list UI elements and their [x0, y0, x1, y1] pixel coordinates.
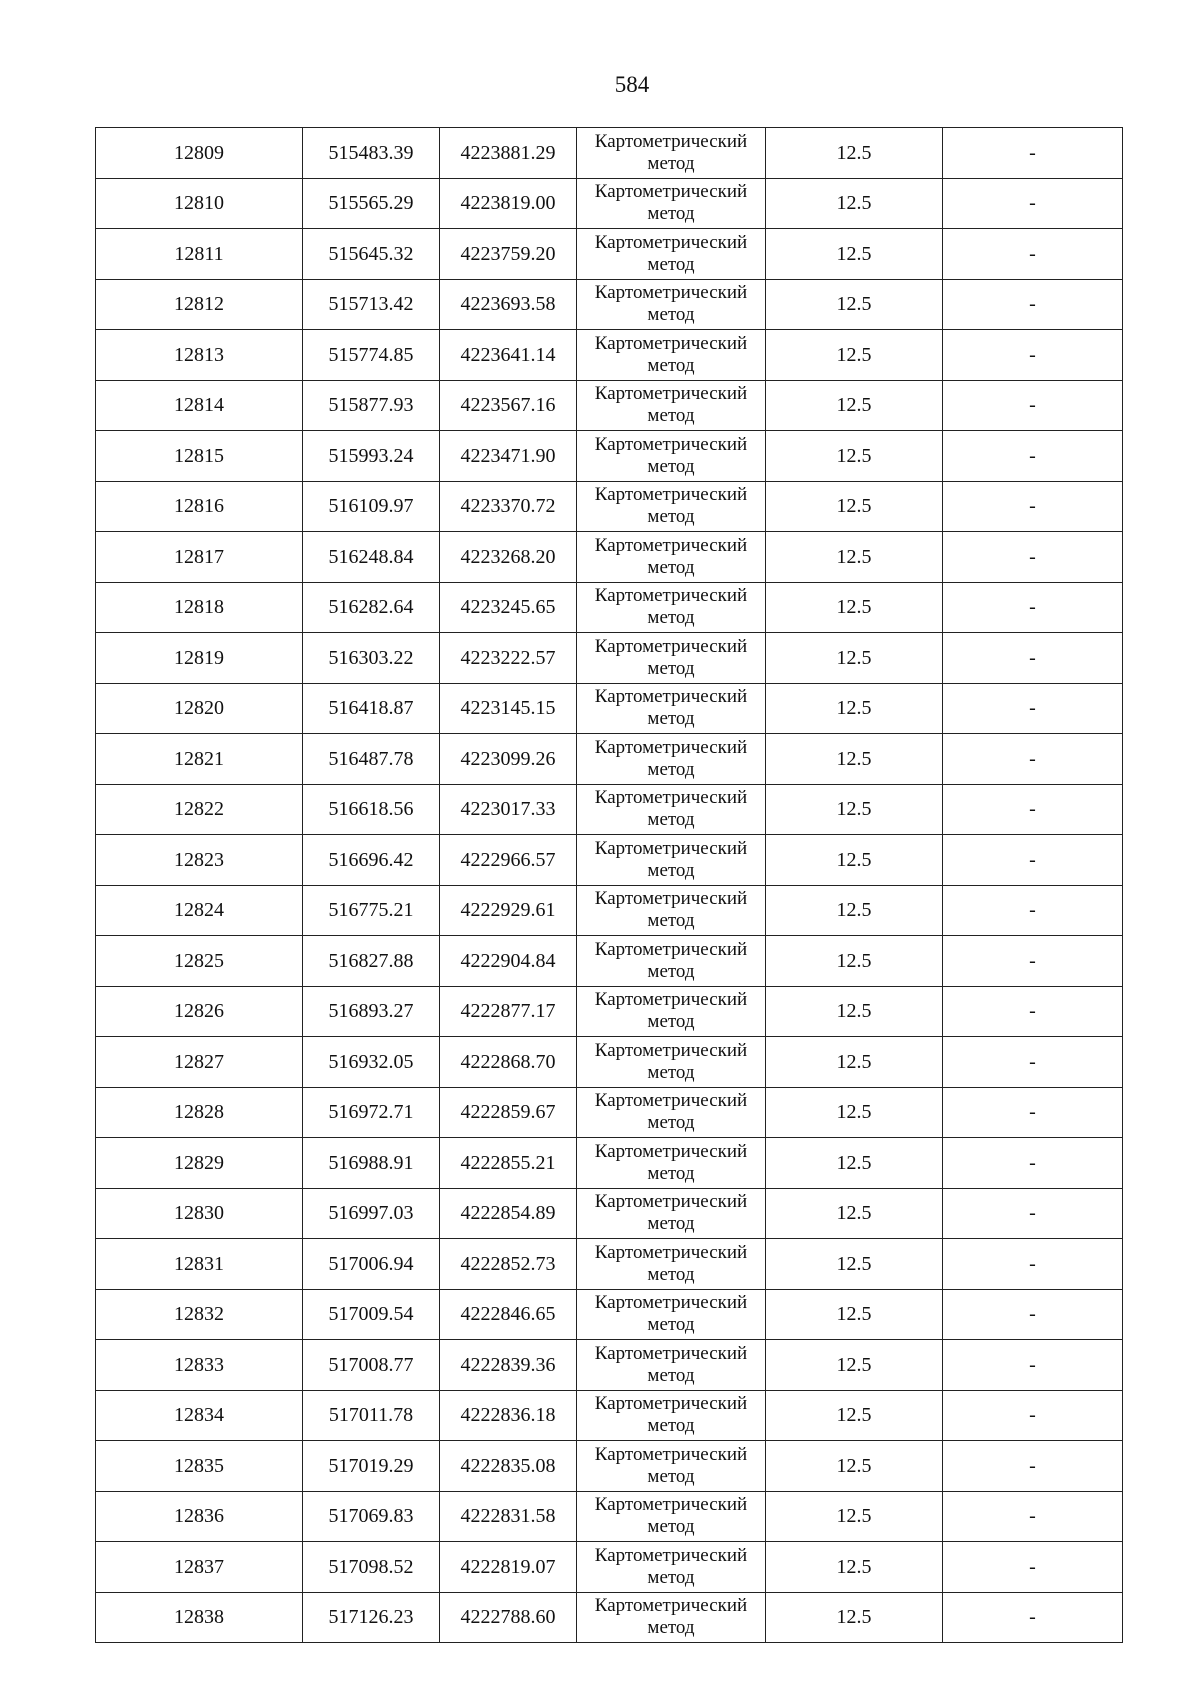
method-line-1: Картометрический: [594, 736, 748, 758]
note-cell: -: [943, 380, 1123, 431]
point-number-cell: 12831: [96, 1239, 303, 1290]
x-coordinate-cell: 516775.21: [303, 885, 440, 936]
method-line-1: Картометрический: [594, 787, 748, 809]
method-cell: [577, 1340, 766, 1391]
accuracy-cell: 12.5: [766, 1239, 943, 1290]
x-coordinate-cell: 516696.42: [303, 835, 440, 886]
method-line-1: Картометрический: [594, 1494, 748, 1516]
y-coordinate-cell: 4222929.61: [440, 885, 577, 936]
table-row: [96, 633, 1123, 684]
table-row: [96, 481, 1123, 532]
x-coordinate-cell: 517069.83: [303, 1491, 440, 1542]
point-number-cell: 12822: [96, 784, 303, 835]
accuracy-cell: 12.5: [766, 734, 943, 785]
method-cell: [577, 1441, 766, 1492]
method-line-2: метод: [647, 708, 695, 730]
method-line-1: Картометрический: [594, 1140, 748, 1162]
note-cell: -: [943, 683, 1123, 734]
method-cell: [577, 279, 766, 330]
method-line-1: Картометрический: [594, 938, 748, 960]
x-coordinate-cell: 516487.78: [303, 734, 440, 785]
method-cell: [577, 1491, 766, 1542]
method-line-2: метод: [647, 556, 695, 578]
accuracy-cell: 12.5: [766, 330, 943, 381]
x-coordinate-cell: 517006.94: [303, 1239, 440, 1290]
note-cell: -: [943, 1239, 1123, 1290]
x-coordinate-cell: 517008.77: [303, 1340, 440, 1391]
x-coordinate-cell: 516988.91: [303, 1138, 440, 1189]
y-coordinate-cell: 4222839.36: [440, 1340, 577, 1391]
table-row: [96, 835, 1123, 886]
method-cell: [577, 330, 766, 381]
note-cell: -: [943, 1592, 1123, 1643]
method-line-2: метод: [647, 1465, 695, 1487]
x-coordinate-cell: 517098.52: [303, 1542, 440, 1593]
method-line-1: Картометрический: [594, 1393, 748, 1415]
note-cell: -: [943, 1441, 1123, 1492]
method-cell: [577, 582, 766, 633]
table-row: [96, 784, 1123, 835]
point-number-cell: 12832: [96, 1289, 303, 1340]
point-number-cell: 12813: [96, 330, 303, 381]
note-cell: -: [943, 1289, 1123, 1340]
point-number-cell: 12812: [96, 279, 303, 330]
method-line-1: Картометрический: [594, 130, 748, 152]
x-coordinate-cell: 515565.29: [303, 178, 440, 229]
point-number-cell: 12820: [96, 683, 303, 734]
point-number-cell: 12811: [96, 229, 303, 280]
y-coordinate-cell: 4222846.65: [440, 1289, 577, 1340]
y-coordinate-cell: 4223370.72: [440, 481, 577, 532]
method-line-1: Картометрический: [594, 433, 748, 455]
method-cell: [577, 1037, 766, 1088]
table-row: [96, 1138, 1123, 1189]
method-line-2: метод: [647, 253, 695, 275]
method-line-2: метод: [647, 809, 695, 831]
y-coordinate-cell: 4223017.33: [440, 784, 577, 835]
y-coordinate-cell: 4223245.65: [440, 582, 577, 633]
accuracy-cell: 12.5: [766, 683, 943, 734]
method-cell: [577, 178, 766, 229]
table-row: [96, 1542, 1123, 1593]
x-coordinate-cell: 516997.03: [303, 1188, 440, 1239]
point-number-cell: 12836: [96, 1491, 303, 1542]
x-coordinate-cell: 517126.23: [303, 1592, 440, 1643]
x-coordinate-cell: 515483.39: [303, 128, 440, 179]
method-line-2: метод: [647, 960, 695, 982]
y-coordinate-cell: 4222835.08: [440, 1441, 577, 1492]
x-coordinate-cell: 515713.42: [303, 279, 440, 330]
method-cell: [577, 1390, 766, 1441]
table-row: [96, 1441, 1123, 1492]
table-row: [96, 582, 1123, 633]
note-cell: -: [943, 431, 1123, 482]
method-line-2: метод: [647, 1364, 695, 1386]
method-line-1: Картометрический: [594, 181, 748, 203]
x-coordinate-cell: 516827.88: [303, 936, 440, 987]
method-line-1: Картометрический: [594, 1090, 748, 1112]
table-row: [96, 380, 1123, 431]
x-coordinate-cell: 516109.97: [303, 481, 440, 532]
note-cell: -: [943, 1138, 1123, 1189]
accuracy-cell: 12.5: [766, 532, 943, 583]
page-number: 584: [614, 72, 650, 97]
method-line-1: Картометрический: [594, 888, 748, 910]
note-cell: -: [943, 330, 1123, 381]
table-body: [96, 128, 1123, 1643]
table-row: [96, 885, 1123, 936]
note-cell: -: [943, 229, 1123, 280]
point-number-cell: 12827: [96, 1037, 303, 1088]
note-cell: -: [943, 128, 1123, 179]
table-row: [96, 1037, 1123, 1088]
method-cell: [577, 229, 766, 280]
y-coordinate-cell: 4223759.20: [440, 229, 577, 280]
accuracy-cell: 12.5: [766, 1491, 943, 1542]
x-coordinate-cell: 516303.22: [303, 633, 440, 684]
x-coordinate-cell: 516618.56: [303, 784, 440, 835]
method-line-2: метод: [647, 304, 695, 326]
accuracy-cell: 12.5: [766, 1340, 943, 1391]
x-coordinate-cell: 516248.84: [303, 532, 440, 583]
y-coordinate-cell: 4222819.07: [440, 1542, 577, 1593]
x-coordinate-cell: 515993.24: [303, 431, 440, 482]
accuracy-cell: 12.5: [766, 633, 943, 684]
point-number-cell: 12824: [96, 885, 303, 936]
table-row: [96, 986, 1123, 1037]
method-cell: [577, 481, 766, 532]
accuracy-cell: 12.5: [766, 128, 943, 179]
note-cell: -: [943, 1340, 1123, 1391]
method-line-2: метод: [647, 1011, 695, 1033]
method-line-2: метод: [647, 657, 695, 679]
point-number-cell: 12809: [96, 128, 303, 179]
method-line-1: Картометрический: [594, 282, 748, 304]
x-coordinate-cell: 515645.32: [303, 229, 440, 280]
point-number-cell: 12825: [96, 936, 303, 987]
method-cell: [577, 835, 766, 886]
y-coordinate-cell: 4223819.00: [440, 178, 577, 229]
accuracy-cell: 12.5: [766, 582, 943, 633]
table-row: [96, 330, 1123, 381]
method-cell: [577, 1239, 766, 1290]
method-cell: [577, 633, 766, 684]
table-row: [96, 1087, 1123, 1138]
method-line-2: метод: [647, 405, 695, 427]
method-cell: [577, 784, 766, 835]
accuracy-cell: 12.5: [766, 1390, 943, 1441]
accuracy-cell: 12.5: [766, 1087, 943, 1138]
method-cell: [577, 734, 766, 785]
y-coordinate-cell: 4222836.18: [440, 1390, 577, 1441]
x-coordinate-cell: 516282.64: [303, 582, 440, 633]
method-line-2: метод: [647, 203, 695, 225]
x-coordinate-cell: 516893.27: [303, 986, 440, 1037]
method-line-2: метод: [647, 1263, 695, 1285]
method-line-2: метод: [647, 1112, 695, 1134]
x-coordinate-cell: 515774.85: [303, 330, 440, 381]
method-cell: [577, 380, 766, 431]
method-line-1: Картометрический: [594, 686, 748, 708]
method-line-2: метод: [647, 1617, 695, 1639]
accuracy-cell: 12.5: [766, 380, 943, 431]
method-line-1: Картометрический: [594, 989, 748, 1011]
table-row: [96, 1289, 1123, 1340]
y-coordinate-cell: 4222877.17: [440, 986, 577, 1037]
table-row: [96, 734, 1123, 785]
method-line-1: Картометрический: [594, 231, 748, 253]
method-cell: [577, 885, 766, 936]
y-coordinate-cell: 4223567.16: [440, 380, 577, 431]
method-line-2: метод: [647, 910, 695, 932]
method-cell: [577, 1592, 766, 1643]
x-coordinate-cell: 515877.93: [303, 380, 440, 431]
y-coordinate-cell: 4222855.21: [440, 1138, 577, 1189]
y-coordinate-cell: 4223268.20: [440, 532, 577, 583]
method-line-2: метод: [647, 758, 695, 780]
table-row: [96, 1239, 1123, 1290]
accuracy-cell: 12.5: [766, 1037, 943, 1088]
method-line-1: Картометрический: [594, 484, 748, 506]
point-number-cell: 12810: [96, 178, 303, 229]
point-number-cell: 12830: [96, 1188, 303, 1239]
method-cell: [577, 936, 766, 987]
note-cell: -: [943, 1390, 1123, 1441]
method-line-2: метод: [647, 1213, 695, 1235]
table-row: [96, 532, 1123, 583]
method-line-1: Картометрический: [594, 1443, 748, 1465]
table-row: [96, 279, 1123, 330]
x-coordinate-cell: 517011.78: [303, 1390, 440, 1441]
x-coordinate-cell: 517019.29: [303, 1441, 440, 1492]
accuracy-cell: 12.5: [766, 481, 943, 532]
accuracy-cell: 12.5: [766, 784, 943, 835]
method-line-1: Картометрический: [594, 1595, 748, 1617]
note-cell: -: [943, 986, 1123, 1037]
table-row: [96, 1188, 1123, 1239]
method-line-2: метод: [647, 152, 695, 174]
method-cell: [577, 1087, 766, 1138]
method-line-1: Картометрический: [594, 1292, 748, 1314]
method-line-2: метод: [647, 1162, 695, 1184]
method-cell: [577, 1289, 766, 1340]
point-number-cell: 12829: [96, 1138, 303, 1189]
method-line-1: Картометрический: [594, 837, 748, 859]
method-line-2: метод: [647, 506, 695, 528]
method-line-1: Картометрический: [594, 1039, 748, 1061]
note-cell: -: [943, 936, 1123, 987]
method-cell: [577, 986, 766, 1037]
note-cell: -: [943, 633, 1123, 684]
note-cell: -: [943, 734, 1123, 785]
y-coordinate-cell: 4222852.73: [440, 1239, 577, 1290]
note-cell: -: [943, 1087, 1123, 1138]
y-coordinate-cell: 4223145.15: [440, 683, 577, 734]
method-cell: [577, 1542, 766, 1593]
point-number-cell: 12823: [96, 835, 303, 886]
method-cell: [577, 128, 766, 179]
method-line-2: метод: [647, 1566, 695, 1588]
accuracy-cell: 12.5: [766, 431, 943, 482]
table-row: [96, 128, 1123, 179]
table-row: [96, 178, 1123, 229]
method-line-2: метод: [647, 607, 695, 629]
y-coordinate-cell: 4222859.67: [440, 1087, 577, 1138]
point-number-cell: 12818: [96, 582, 303, 633]
method-line-1: Картометрический: [594, 383, 748, 405]
note-cell: -: [943, 835, 1123, 886]
y-coordinate-cell: 4223099.26: [440, 734, 577, 785]
accuracy-cell: 12.5: [766, 1441, 943, 1492]
method-cell: [577, 1138, 766, 1189]
y-coordinate-cell: 4223881.29: [440, 128, 577, 179]
accuracy-cell: 12.5: [766, 835, 943, 886]
y-coordinate-cell: 4223471.90: [440, 431, 577, 482]
table-row: [96, 936, 1123, 987]
y-coordinate-cell: 4222788.60: [440, 1592, 577, 1643]
coordinates-table: [95, 127, 1123, 1643]
point-number-cell: 12838: [96, 1592, 303, 1643]
x-coordinate-cell: 516932.05: [303, 1037, 440, 1088]
point-number-cell: 12837: [96, 1542, 303, 1593]
y-coordinate-cell: 4223693.58: [440, 279, 577, 330]
note-cell: -: [943, 582, 1123, 633]
y-coordinate-cell: 4222831.58: [440, 1491, 577, 1542]
method-line-1: Картометрический: [594, 1544, 748, 1566]
accuracy-cell: 12.5: [766, 229, 943, 280]
point-number-cell: 12833: [96, 1340, 303, 1391]
method-cell: [577, 532, 766, 583]
method-line-1: Картометрический: [594, 1342, 748, 1364]
accuracy-cell: 12.5: [766, 178, 943, 229]
note-cell: -: [943, 481, 1123, 532]
method-line-1: Картометрический: [594, 585, 748, 607]
point-number-cell: 12814: [96, 380, 303, 431]
method-line-1: Картометрический: [594, 1191, 748, 1213]
table-row: [96, 1390, 1123, 1441]
table-row: [96, 229, 1123, 280]
method-line-2: метод: [647, 1516, 695, 1538]
method-line-1: Картометрический: [594, 635, 748, 657]
table-row: [96, 431, 1123, 482]
table-row: [96, 1491, 1123, 1542]
point-number-cell: 12816: [96, 481, 303, 532]
x-coordinate-cell: 516418.87: [303, 683, 440, 734]
table-row: [96, 683, 1123, 734]
point-number-cell: 12834: [96, 1390, 303, 1441]
table-row: [96, 1592, 1123, 1643]
accuracy-cell: 12.5: [766, 279, 943, 330]
method-line-1: Картометрический: [594, 332, 748, 354]
note-cell: -: [943, 178, 1123, 229]
y-coordinate-cell: 4223641.14: [440, 330, 577, 381]
accuracy-cell: 12.5: [766, 1138, 943, 1189]
accuracy-cell: 12.5: [766, 936, 943, 987]
note-cell: -: [943, 1188, 1123, 1239]
y-coordinate-cell: 4222868.70: [440, 1037, 577, 1088]
x-coordinate-cell: 517009.54: [303, 1289, 440, 1340]
point-number-cell: 12828: [96, 1087, 303, 1138]
note-cell: -: [943, 532, 1123, 583]
y-coordinate-cell: 4223222.57: [440, 633, 577, 684]
method-line-2: метод: [647, 1061, 695, 1083]
method-cell: [577, 683, 766, 734]
method-line-1: Картометрический: [594, 1241, 748, 1263]
accuracy-cell: 12.5: [766, 1542, 943, 1593]
note-cell: -: [943, 279, 1123, 330]
note-cell: -: [943, 885, 1123, 936]
accuracy-cell: 12.5: [766, 885, 943, 936]
method-line-2: метод: [647, 354, 695, 376]
method-line-2: метод: [647, 1415, 695, 1437]
point-number-cell: 12835: [96, 1441, 303, 1492]
point-number-cell: 12819: [96, 633, 303, 684]
point-number-cell: 12821: [96, 734, 303, 785]
y-coordinate-cell: 4222966.57: [440, 835, 577, 886]
point-number-cell: 12817: [96, 532, 303, 583]
accuracy-cell: 12.5: [766, 986, 943, 1037]
method-line-2: метод: [647, 1314, 695, 1336]
method-line-2: метод: [647, 455, 695, 477]
note-cell: -: [943, 1491, 1123, 1542]
accuracy-cell: 12.5: [766, 1592, 943, 1643]
accuracy-cell: 12.5: [766, 1289, 943, 1340]
method-cell: [577, 1188, 766, 1239]
y-coordinate-cell: 4222904.84: [440, 936, 577, 987]
note-cell: -: [943, 1037, 1123, 1088]
note-cell: -: [943, 784, 1123, 835]
method-line-2: метод: [647, 859, 695, 881]
y-coordinate-cell: 4222854.89: [440, 1188, 577, 1239]
method-cell: [577, 431, 766, 482]
accuracy-cell: 12.5: [766, 1188, 943, 1239]
method-line-1: Картометрический: [594, 534, 748, 556]
point-number-cell: 12826: [96, 986, 303, 1037]
table-row: [96, 1340, 1123, 1391]
point-number-cell: 12815: [96, 431, 303, 482]
note-cell: -: [943, 1542, 1123, 1593]
x-coordinate-cell: 516972.71: [303, 1087, 440, 1138]
